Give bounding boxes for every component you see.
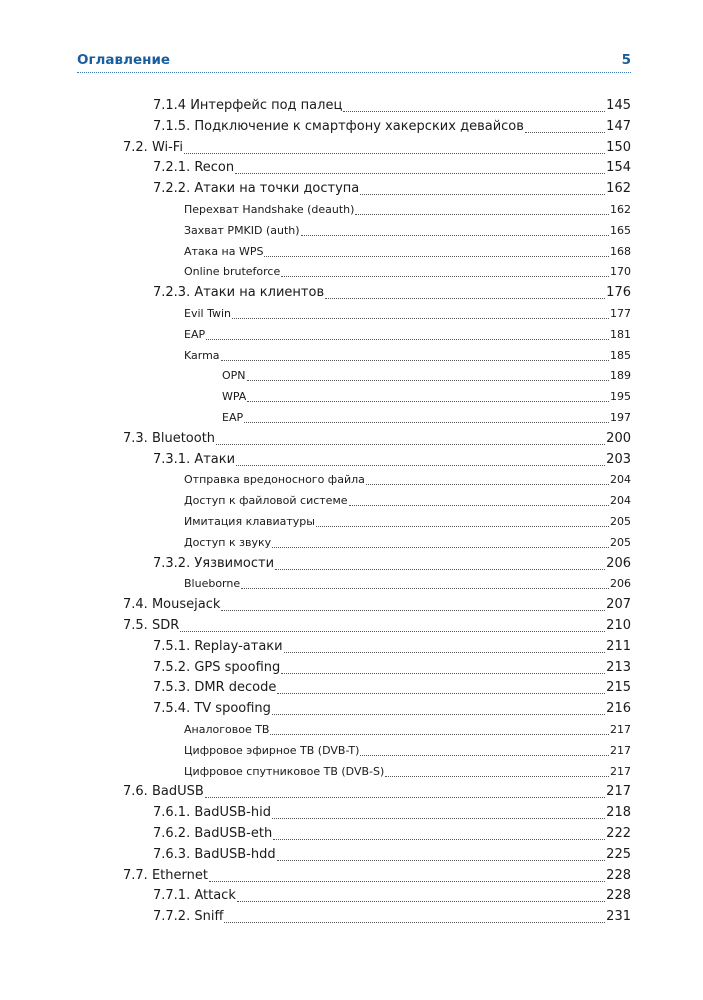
toc-entry-label: 7.2. Wi-Fi xyxy=(123,139,183,155)
toc-entry-label: Online bruteforce xyxy=(184,265,281,279)
toc-entry[interactable] xyxy=(184,242,631,262)
toc-entry[interactable] xyxy=(222,366,631,386)
dot-leader xyxy=(316,526,609,527)
toc-entry-page: 195 xyxy=(610,390,631,404)
toc-entry[interactable] xyxy=(123,429,631,449)
toc-entry-label: Отправка вредоносного файла xyxy=(184,473,365,487)
toc-entry[interactable] xyxy=(184,720,631,740)
toc-entry[interactable] xyxy=(184,533,631,553)
toc-entry[interactable] xyxy=(153,678,631,698)
toc-entry-label: 7.2.1. Recon xyxy=(153,160,235,176)
toc-entry-label: Захват PMKID (auth) xyxy=(184,223,300,237)
toc-entry-label: 7.6. BadUSB xyxy=(123,784,204,800)
dot-leader xyxy=(525,132,605,133)
toc-entry-page: 168 xyxy=(610,244,631,258)
dot-leader xyxy=(209,881,605,882)
dot-leader xyxy=(355,214,609,215)
toc-entry[interactable] xyxy=(123,782,631,802)
toc-entry-label: 7.6.3. BadUSB-hdd xyxy=(153,846,276,862)
dot-leader xyxy=(272,818,605,819)
toc-entry-page: 170 xyxy=(610,265,631,279)
toc-entry[interactable] xyxy=(184,200,631,220)
toc-entry-page: 204 xyxy=(610,473,631,487)
toc-entry-page: 211 xyxy=(606,638,631,654)
toc-entry-label: 7.3.2. Уязвимости xyxy=(153,555,275,571)
toc-entry-label: 7.2.3. Атаки на клиентов xyxy=(153,285,325,301)
toc-entry[interactable] xyxy=(153,179,631,199)
toc-entry-label: 7.6.1. BadUSB-hid xyxy=(153,805,271,821)
toc-entry-label: 7.3.1. Атаки xyxy=(153,451,236,467)
dot-leader xyxy=(241,588,609,589)
toc-entry-page: 145 xyxy=(606,98,631,113)
toc-entry[interactable] xyxy=(184,346,631,366)
page-header xyxy=(77,52,631,74)
toc-entry[interactable] xyxy=(222,408,631,428)
toc-entry-label: 7.7.1. Attack xyxy=(153,888,236,904)
toc-entry-page: 162 xyxy=(610,203,631,216)
toc-entry-label: Имитация клавиатуры xyxy=(184,515,315,528)
toc-entry-label: Evil Twin xyxy=(184,307,231,320)
toc-entry[interactable] xyxy=(184,304,631,324)
toc-entry-page: 197 xyxy=(610,411,631,424)
toc-entry-label: 7.5.4. TV spoofing xyxy=(153,701,271,717)
dot-leader xyxy=(325,298,605,299)
dot-leader xyxy=(244,422,609,423)
dot-leader xyxy=(275,569,605,570)
toc-entry[interactable] xyxy=(153,283,631,303)
toc-entry-page: 210 xyxy=(606,618,631,633)
dot-leader xyxy=(180,631,605,632)
dot-leader xyxy=(221,360,609,361)
toc-entry-page: 150 xyxy=(606,139,631,155)
toc-entry-label: 7.1.5. Подключение к смартфону хакерских девайсов xyxy=(153,118,524,134)
dot-leader xyxy=(264,256,609,257)
toc-entry-label: Доступ к файловой системе xyxy=(184,494,348,508)
dot-leader xyxy=(237,901,605,902)
toc-entry-page: 147 xyxy=(606,118,631,134)
toc-entry[interactable] xyxy=(153,637,631,657)
toc-entry-page: 162 xyxy=(606,181,631,197)
toc-entry-label: Перехват Handshake (deauth) xyxy=(184,203,355,216)
dot-leader xyxy=(205,797,605,798)
toc-entry[interactable] xyxy=(222,387,631,407)
toc-entry-label: WPA xyxy=(222,390,247,404)
dot-leader xyxy=(235,173,605,174)
toc-entry[interactable] xyxy=(153,886,631,906)
toc-entry-page: 217 xyxy=(610,764,631,778)
dot-leader xyxy=(281,673,605,674)
toc-entry-label: 7.5.3. DMR decode xyxy=(153,680,277,696)
toc-entry-label: 7.5.1. Replay-атаки xyxy=(153,638,283,654)
toc-entry[interactable] xyxy=(123,616,631,636)
dot-leader xyxy=(221,610,605,611)
toc-entry-page: 213 xyxy=(606,659,631,675)
toc-entry[interactable] xyxy=(123,138,631,158)
toc-entry-label: OPN xyxy=(222,369,246,383)
dot-leader xyxy=(301,235,609,236)
toc-entry-label: 7.7. Ethernet xyxy=(123,867,208,883)
toc-entry-page: 205 xyxy=(610,535,631,549)
dot-leader xyxy=(236,465,605,466)
toc-entry[interactable] xyxy=(184,574,631,594)
dot-leader xyxy=(216,444,605,445)
toc-entry-page: 189 xyxy=(610,369,631,383)
dot-leader xyxy=(232,318,609,319)
toc-entry[interactable] xyxy=(153,158,631,178)
dot-leader xyxy=(247,401,609,402)
toc-entry[interactable] xyxy=(153,117,631,137)
toc-entry-page: 222 xyxy=(606,826,631,841)
toc-entry-page: 206 xyxy=(610,577,631,591)
dot-leader xyxy=(343,111,605,112)
toc-entry-page: 217 xyxy=(610,723,631,736)
toc-entry[interactable] xyxy=(153,824,631,844)
dot-leader xyxy=(284,652,606,653)
toc-entry[interactable] xyxy=(123,595,631,615)
toc-entry-label: 7.5.2. GPS spoofing xyxy=(153,659,281,675)
toc-entry-page: 205 xyxy=(610,515,631,528)
toc-entry[interactable] xyxy=(184,325,631,345)
toc-entry[interactable] xyxy=(153,658,631,678)
toc-entry[interactable] xyxy=(153,803,631,823)
toc-entry-page: 207 xyxy=(606,597,631,613)
toc-entry-page: 217 xyxy=(606,784,631,800)
toc-entry-page: 185 xyxy=(610,348,631,362)
dot-leader xyxy=(366,484,609,485)
toc-entry[interactable] xyxy=(184,762,631,782)
toc-entry-label: Аналоговое ТВ xyxy=(184,723,270,736)
toc-entry-label: Цифровое спутниковое ТВ (DVB-S) xyxy=(184,764,385,778)
toc-entry-page: 200 xyxy=(606,430,631,446)
toc-entry[interactable] xyxy=(153,554,631,574)
toc-entry-page: 204 xyxy=(610,494,631,508)
toc-entry-label: EAP xyxy=(184,327,206,341)
toc-entry[interactable] xyxy=(184,221,631,241)
dot-leader xyxy=(360,194,605,195)
toc-entry-page: 225 xyxy=(606,846,631,862)
dot-leader xyxy=(247,380,609,381)
toc-entry-page: 206 xyxy=(606,555,631,571)
toc-entry-label: 7.6.2. BadUSB-eth xyxy=(153,826,273,841)
toc-entry-page: 218 xyxy=(606,805,631,821)
toc-entry[interactable] xyxy=(153,450,631,470)
toc-entry-page: 203 xyxy=(606,451,631,467)
toc-entry-label: 7.1.4 Интерфейс под палец xyxy=(153,98,343,113)
toc-entry-label: Karma xyxy=(184,348,220,362)
toc-entry[interactable] xyxy=(123,866,631,886)
dot-leader xyxy=(206,339,609,340)
toc-entry-label: Атака на WPS xyxy=(184,244,264,258)
toc-entry-label: 7.2.2. Атаки на точки доступа xyxy=(153,181,360,197)
toc-entry-label: 7.5. SDR xyxy=(123,618,180,633)
toc-entry-page: 215 xyxy=(606,680,631,696)
toc-entry-page: 181 xyxy=(610,327,631,341)
dot-leader xyxy=(360,755,609,756)
toc-entry-page: 176 xyxy=(606,285,631,301)
toc-entry[interactable] xyxy=(184,262,631,282)
dot-leader xyxy=(272,547,609,548)
toc-entry-label: 7.4. Mousejack xyxy=(123,597,221,613)
toc-entry-label: 7.3. Bluetooth xyxy=(123,430,216,446)
toc-entry[interactable] xyxy=(184,491,631,511)
toc-entry[interactable] xyxy=(153,907,631,927)
dot-leader xyxy=(385,776,609,777)
dot-leader xyxy=(349,505,609,506)
toc-entry-page: 231 xyxy=(606,909,631,925)
dot-leader xyxy=(277,693,605,694)
page-number: 5 xyxy=(621,52,631,68)
toc-entry-page: 228 xyxy=(606,888,631,904)
toc-entry-page: 228 xyxy=(606,867,631,883)
toc-entry[interactable] xyxy=(153,699,631,719)
toc-entry-label: Blueborne xyxy=(184,577,241,591)
dot-leader xyxy=(184,153,605,154)
toc-entry-label: EAP xyxy=(222,411,244,424)
toc-entry[interactable] xyxy=(153,845,631,865)
dot-leader xyxy=(272,714,605,715)
dot-leader xyxy=(273,839,605,840)
dot-leader xyxy=(270,734,609,735)
toc-entry[interactable] xyxy=(184,741,631,761)
page-title: Оглавление xyxy=(77,52,171,68)
toc-entry-page: 216 xyxy=(606,701,631,717)
toc-entry-label: Цифровое эфирное ТВ (DVB-T) xyxy=(184,743,360,757)
dot-leader xyxy=(277,860,606,861)
toc-entry-page: 154 xyxy=(606,160,631,176)
toc-entry-page: 217 xyxy=(610,743,631,757)
toc-entry[interactable] xyxy=(153,96,631,116)
toc-entry-label: Доступ к звуку xyxy=(184,535,272,549)
header-divider xyxy=(77,72,631,73)
toc-entry[interactable] xyxy=(184,512,631,532)
toc-entry-page: 165 xyxy=(610,223,631,237)
toc-entry[interactable] xyxy=(184,470,631,490)
toc-entry-label: 7.7.2. Sniff xyxy=(153,909,224,925)
dot-leader xyxy=(224,922,605,923)
dot-leader xyxy=(281,276,609,277)
toc-entry-page: 177 xyxy=(610,307,631,320)
